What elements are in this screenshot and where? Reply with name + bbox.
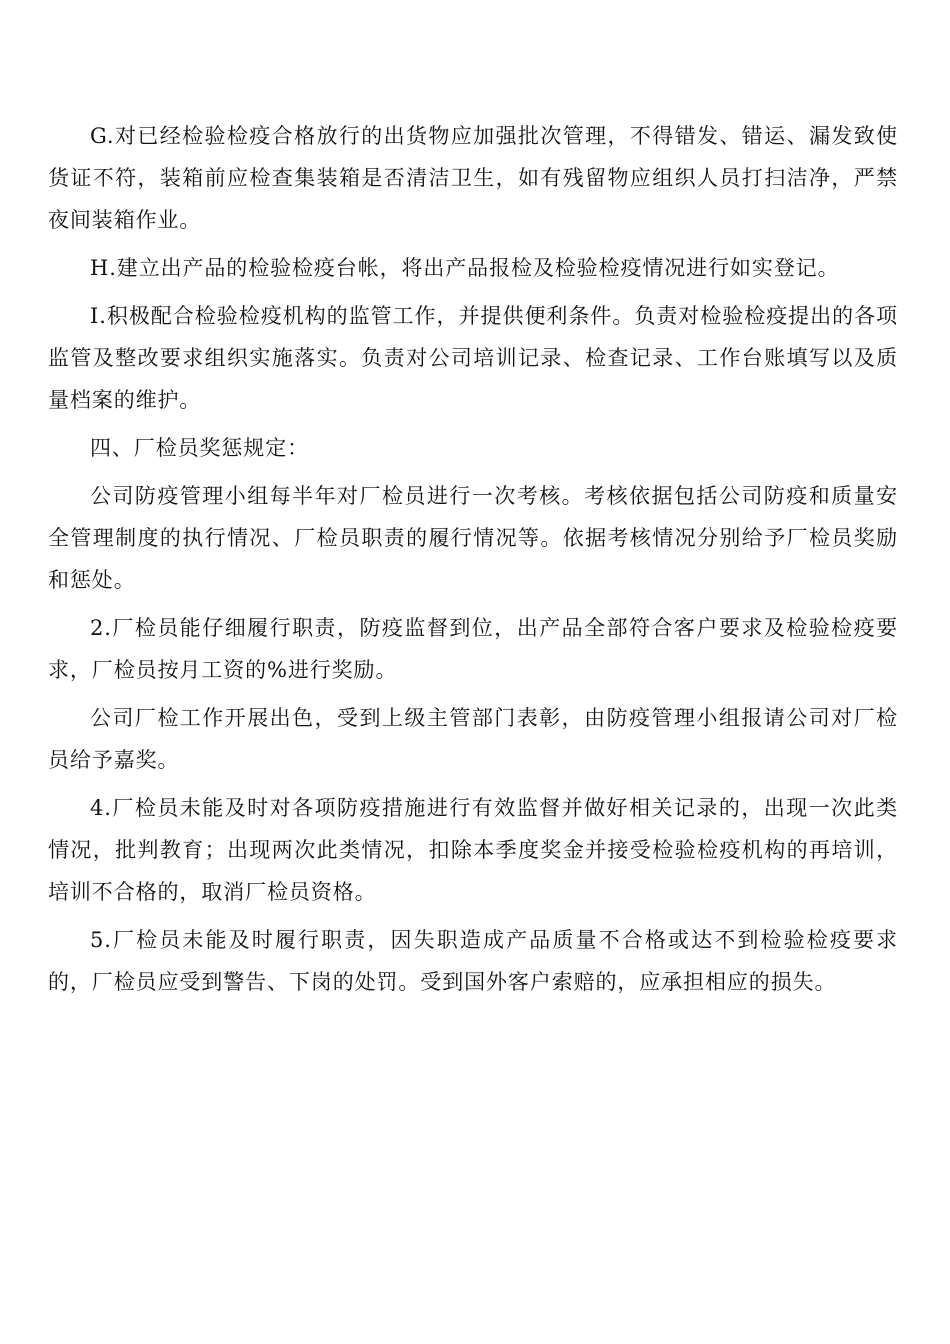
section-heading: 四、厂检员奖惩规定： <box>90 436 309 460</box>
paragraph-i: I.积极配合检验检疫机构的监管工作，并提供便利条件。负责对检验检疫提出的各项监管及整改要求组织实施落实。负责对公司培训记录、检查记录、工作台账填写以及质量档案的维护。 <box>48 304 898 412</box>
document-body <box>48 115 898 1009</box>
paragraph-assessment: 公司防疫管理小组每半年对厂检员进行一次考核。考核依据包括公司防疫和质量安全管理制度的执行情况、厂检员职责的履行情况等。依据考核情况分别给予厂检员奖励和惩处。 <box>48 484 898 592</box>
paragraph-h: H.建立出产品的检验检疫台帐，将出产品报检及检验检疫情况进行如实登记。 <box>90 256 840 280</box>
paragraph-commendation: 公司厂检工作开展出色，受到上级主管部门表彰，由防疫管理小组报请公司对厂检员给予嘉奖。 <box>48 706 898 772</box>
paragraph-penalty-4: 4.厂检员未能及时对各项防疫措施进行有效监督并做好相关记录的，出现一次此类情况，批判教育；出现两次此类情况，扣除本季度奖金并接受检验检疫机构的再培训，培训不合格的，取消厂检员资格。 <box>48 796 898 904</box>
paragraph-penalty-5: 5.厂检员未能及时履行职责，因失职造成产品质量不合格或达不到检验检疫要求的，厂检员应受到警告、下岗的处罚。受到国外客户索赔的，应承担相应的损失。 <box>48 928 898 994</box>
paragraph-reward: 2.厂检员能仔细履行职责，防疫监督到位，出产品全部符合客户要求及检验检疫要求，厂检员按月工资的%进行奖励。 <box>48 616 898 682</box>
paragraph-g: G.对已经检验检疫合格放行的出货物应加强批次管理，不得错发、错运、漏发致使货证不符，装箱前应检查集装箱是否清洁卫生，如有残留物应组织人员打扫洁净，严禁夜间装箱作业。 <box>48 124 898 232</box>
